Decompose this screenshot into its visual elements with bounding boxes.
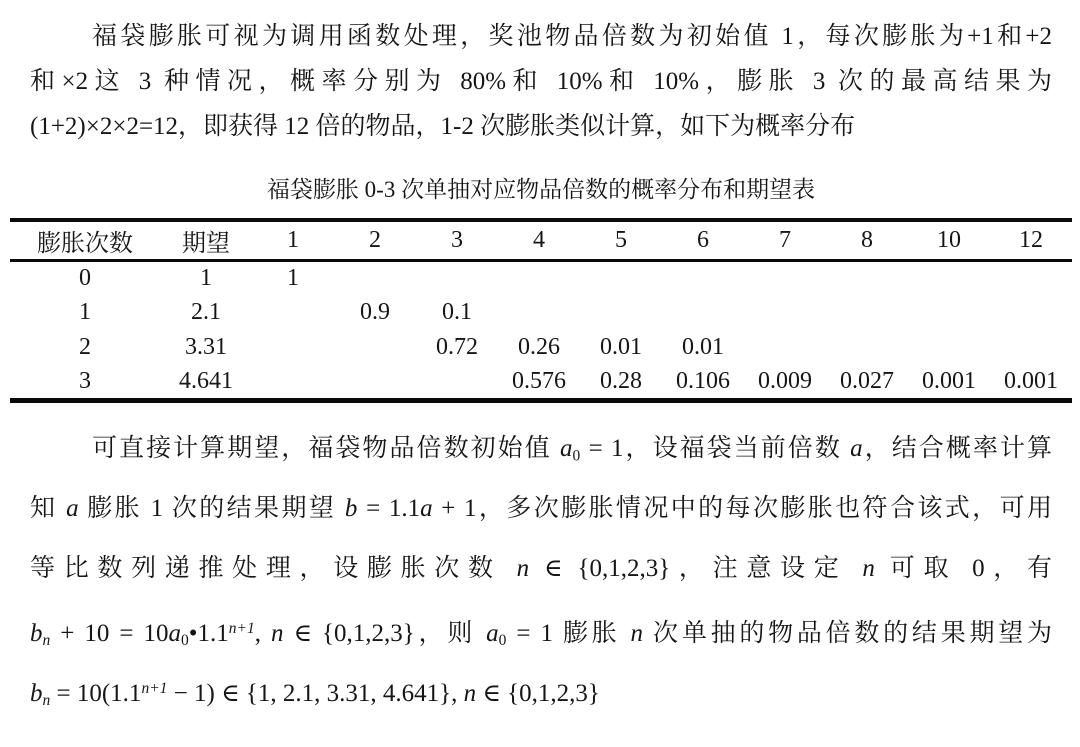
table-cell: 0.009 [758,367,812,394]
table-cell [990,260,1072,295]
table-cell: 3 [79,367,91,394]
math-subscript: n [42,631,51,649]
table-header-cell: 10 [908,220,990,260]
math-superscript: n+1 [228,619,255,637]
math-variable: n [271,619,284,647]
text-segment: = 1.1 [357,494,421,522]
table-cell: 0.01 [600,334,642,360]
table-cell: 3.31 [185,334,227,360]
math-subscript: n [42,691,51,709]
table-cell: 0.28 [600,367,642,394]
formula-line [30,479,1052,539]
table-header-cell: 4 [498,220,580,260]
probability-table [10,218,1072,403]
table-header-cell: 1 [252,220,334,260]
table-cell [744,260,826,295]
text-segment: (1+2)×2×2=12，即获得 12 倍的物品，1-2 次膨胀类似计算，如下为概率分布 [30,113,856,140]
table-header-cell: 6 [662,220,744,260]
table-cell [416,365,498,400]
table-cell: 2.1 [191,299,221,325]
text-segment: ∈ {0,1,2,3} [476,679,600,707]
text-segment: 等比数列递推处理，设膨胀次数 [30,554,517,582]
table-header-cell: 2 [334,220,416,260]
table-header-cell: 3 [416,220,498,260]
math-variable: n [630,619,644,647]
formula-line [30,659,1052,719]
table-cell [826,295,908,330]
math-variable: n [516,554,530,582]
text-segment: + 1，多次膨胀情况中的每次膨胀也符合该式，可用 [432,494,1052,522]
text-segment: ∈ {0,1,2,3}，注意设定 [529,554,863,582]
text-segment: , [254,619,272,647]
table-cell [498,260,580,295]
table-header-cell: 膨胀次数 [10,220,160,260]
table-cell: 0.576 [512,367,566,394]
math-variable: a [560,434,573,462]
table-cell: 0.26 [518,334,560,360]
intro-paragraph [30,14,1052,149]
table-cell [744,295,826,330]
text-line [30,59,1052,104]
table-header-cell: 7 [744,220,826,260]
math-variable: b [30,619,43,647]
math-subscript: 0 [498,631,507,649]
table-cell [580,295,662,330]
text-segment: ，结合概率计算 [862,434,1052,462]
text-segment: ∈ {0,1,2,3}，则 [283,619,487,647]
formula-line [30,419,1052,479]
math-variable: a [168,619,182,647]
table-cell [908,295,990,330]
table-cell [908,260,990,295]
table-cell [498,295,580,330]
formula-line [30,539,1052,599]
table-cell [826,260,908,295]
text-segment: + 10 = 10 [50,619,169,647]
table-cell: 1 [200,264,212,291]
text-segment: = 1 膨胀 [506,619,631,647]
math-variable: n [463,679,477,707]
table-header [10,220,1072,260]
text-segment: − 1) ∈ {1, 2.1, 3.31, 4.641}, [167,679,464,707]
table-body [10,260,1072,400]
table-cell: 0.01 [682,334,724,360]
table-cell: 0.106 [676,367,730,394]
text-line [30,104,1052,149]
table-cell [416,260,498,295]
text-segment: = 1，设福袋当前倍数 [580,434,851,462]
table-cell [662,295,744,330]
table-row [10,295,1072,330]
text-segment: 膨胀 1 次的结果期望 [78,494,345,522]
text-segment: 福袋膨胀可视为调用函数处理，奖池物品倍数为初始值 1，每次膨胀为+1和+2 [92,23,1052,50]
math-variable: b [344,494,358,522]
math-subscript: 0 [572,446,581,464]
table-cell [334,365,416,400]
table-cell [252,330,334,365]
table-cell: 0.001 [1004,367,1058,394]
table-cell: 0.1 [442,299,472,325]
table-cell [908,330,990,365]
table-cell: 0.027 [840,367,894,394]
text-segment: •1.1 [188,619,229,647]
text-segment: 知 [30,494,67,522]
table-cell: 2 [79,334,91,360]
math-variable: b [30,679,43,707]
table-cell: 0 [79,264,91,291]
math-superscript: n+1 [141,679,168,697]
table-header-cell: 5 [580,220,662,260]
math-variable: n [862,554,875,582]
table-cell: 0.9 [360,299,390,325]
math-subscript: 0 [181,631,189,649]
formula-line [30,599,1052,659]
table-header-cell: 期望 [160,220,252,260]
table-cell: 4.641 [179,367,233,394]
table-header-cell: 12 [990,220,1072,260]
table-cell: 0.001 [922,367,976,394]
text-line [30,14,1052,59]
table-row [10,330,1072,365]
table-cell [252,365,334,400]
table-cell [990,295,1072,330]
table-row [10,365,1072,400]
table-title: 福袋膨胀 0-3 次单抽对应物品倍数的概率分布和期望表 [266,177,816,202]
table-cell: 0.72 [436,334,478,360]
table-row [10,260,1072,295]
table-cell [580,260,662,295]
math-variable: a [66,494,79,522]
table-header-cell: 8 [826,220,908,260]
text-segment: = 10(1.1 [50,679,142,707]
math-variable: a [486,619,499,647]
table-cell [334,330,416,365]
table-cell [252,295,334,330]
table-cell [334,260,416,295]
table-cell [826,330,908,365]
math-variable: a [420,494,433,522]
text-segment: 次单抽的物品倍数的结果期望为 [643,619,1052,647]
table-header-row [10,220,1072,260]
table-cell [662,260,744,295]
table-cell [744,330,826,365]
math-variable: a [850,434,863,462]
table-cell: 1 [287,264,299,291]
derivation-paragraph [30,419,1052,719]
table-cell [990,330,1072,365]
text-segment: 和×2这 3 种情况，概率分别为 80%和 10%和 10%，膨胀 3 次的最高结果为 [30,68,1052,95]
text-segment: 可直接计算期望，福袋物品倍数初始值 [92,434,561,462]
text-segment: 可取 0，有 [874,554,1052,582]
table-cell: 1 [79,299,91,325]
